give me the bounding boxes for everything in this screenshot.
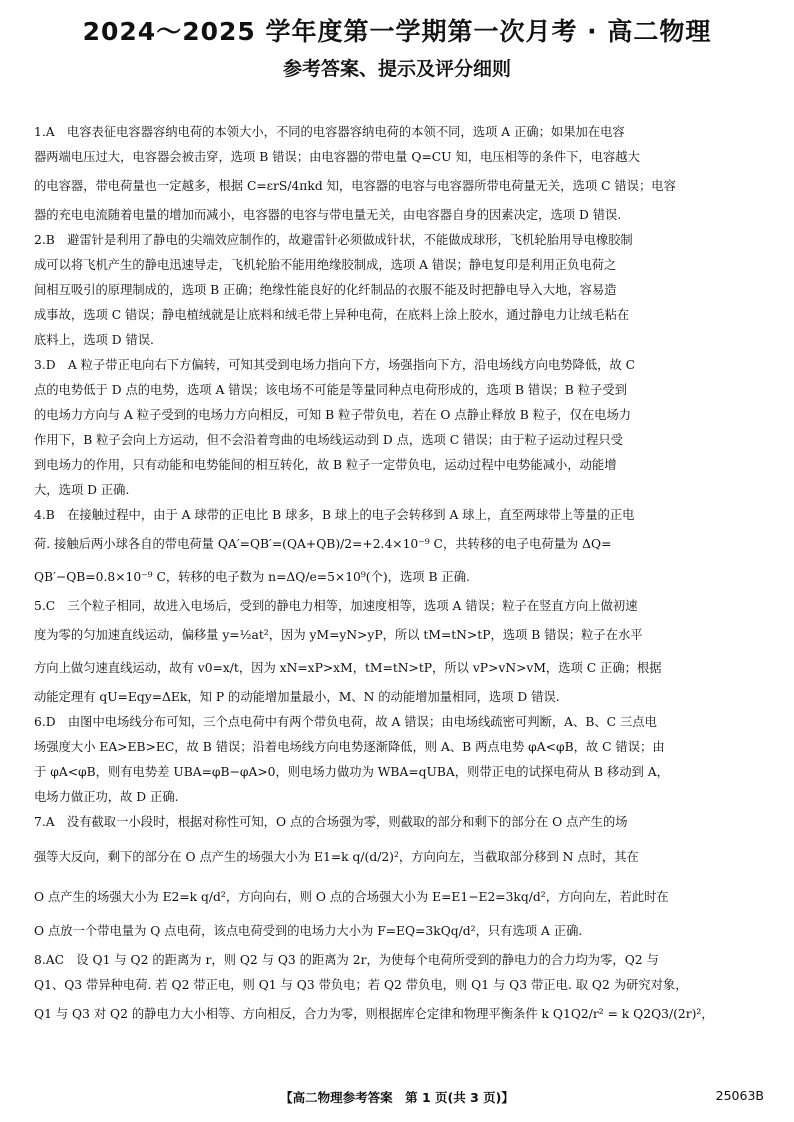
answer-line: 于 φA<φB，则有电势差 UBA=φB−φA>0，则电场力做功为 WBA=qUBA，则带正电的试探电荷从 B 移动到 A， <box>34 765 669 779</box>
answer-item-8 <box>34 948 764 1031</box>
answer-line: 场强度大小 EA>EB>EC，故 B 错误；沿着电场线方向电势逐渐降低，则 A、B 两点电势 φA<φB，故 C 错误；由 <box>34 740 665 754</box>
answer-line: 点的电势低于 D 点的电势，选项 A 错误；该电场不可能是等量同种点电荷形成的，选项 B 错误；B 粒子受到 <box>34 383 627 397</box>
answer-line: 6.D 由图中电场线分布可知，三个点电荷中有两个带负电荷，故 A 错误；由电场线疏密可判断，A、B、C 三点电 <box>34 715 657 729</box>
answer-line: 到电场力的作用，只有动能和电势能间的相互转化，故 B 粒子一定带负电，运动过程中电势能减小，动能增 <box>34 458 617 472</box>
answer-line: 大，选项 D 正确. <box>34 483 130 497</box>
answer-line: Q1、Q3 带异种电荷. 若 Q2 带正电，则 Q1 与 Q3 带负电；若 Q2 带负电，则 Q1 与 Q3 带正电. 取 Q2 为研究对象， <box>34 978 688 992</box>
page-footer: 【高二物理参考答案 第 1 页(共 3 页)】 <box>280 1090 514 1105</box>
answer-line: 2.B 避雷针是利用了静电的尖端效应制作的，故避雷针必须做成针状，不能做成球形，飞机轮胎用导电橡胶制 <box>34 233 633 247</box>
answer-line: 器两端电压过大，电容器会被击穿，选项 B 错误；由电容器的带电量 Q=CU 知，电压相等的条件下，电容越大 <box>34 150 640 164</box>
answer-line: 间相互吸引的原理制成的，选项 B 正确；绝缘性能良好的化纤制品的衣服不能及时把静电导入大地，容易造 <box>34 283 617 297</box>
answer-line: 底料上，选项 D 错误. <box>34 333 154 347</box>
answer-line: QB′−QB=0.8×10⁻⁹ C，转移的电子数为 n=ΔQ/e=5×10⁹(个)，选项 B 正确. <box>34 570 470 584</box>
page-title: 2024～2025 学年度第一学期第一次月考 · 高二物理 <box>82 17 712 46</box>
answer-item-2 <box>34 228 764 353</box>
answer-item-3 <box>34 353 764 503</box>
answer-item-5 <box>34 594 764 710</box>
answer-line: Q1 与 Q3 对 Q2 的静电力大小相等、方向相反，合力为零，则根据库仑定律和物理平衡条件 k Q1Q2/r² = k Q2Q3/(2r)²， <box>34 1007 714 1021</box>
answer-line: 8.AC 设 Q1 与 Q2 的距离为 r，则 Q2 与 Q3 的距离为 2r，为使每个电荷所受到的静电力的合力均为零，Q2 与 <box>34 953 659 967</box>
answer-line: 器的充电电流随着电量的增加而减小，电容器的电容与带电量无关，由电容器自身的因素决定，选项 D 错误. <box>34 208 622 222</box>
answer-item-7 <box>34 810 764 948</box>
answer-line: 动能定理有 qU=Eqy=ΔEk，知 P 的动能增加量最小，M、N 的动能增加量相同，选项 D 错误. <box>34 690 560 704</box>
answer-line: O 点放一个带电量为 Q 点电荷，该点电荷受到的电场力大小为 F=EQ=3kQq/d²，只有选项 A 正确. <box>34 924 583 938</box>
page-subtitle: 参考答案、提示及评分细则 <box>282 58 511 80</box>
document-code: 25063B <box>715 1088 764 1103</box>
answer-line: 的电容器，带电荷量也一定越多，根据 C=εrS/4πkd 知，电容器的电容与电容器所带电荷量无关，选项 C 错误；电容 <box>34 179 676 193</box>
answer-item-1 <box>34 120 764 228</box>
answer-line: 作用下，B 粒子会向上方运动，但不会沿着弯曲的电场线运动到 D 点，选项 C 错误；由于粒子运动过程只受 <box>34 433 623 447</box>
answer-line: 1.A 电容表征电容器容纳电荷的本领大小，不同的电容器容纳电荷的本领不同，选项 A 正确；如果加在电容 <box>34 125 625 139</box>
answer-line: 度为零的匀加速直线运动，偏移量 y=½at²，因为 yM=yN>yP，所以 tM=tN>tP，选项 B 错误；粒子在水平 <box>34 628 643 642</box>
answer-line: O 点产生的场强大小为 E2=k q/d²，方向向右，则 O 点的合场强大小为 E=E1−E2=3kq/d²，方向向左，若此时在 <box>34 890 669 904</box>
answer-line: 荷. 接触后两小球各自的带电荷量 QA′=QB′=(QA+QB)/2=+2.4×10⁻⁹ C，共转移的电子电荷量为 ΔQ= <box>34 537 612 551</box>
answer-item-6 <box>34 710 764 810</box>
answer-line: 4.B 在接触过程中，由于 A 球带的正电比 B 球多，B 球上的电子会转移到 A 球上，直至两球带上等量的正电 <box>34 508 635 522</box>
answer-line: 5.C 三个粒子相同，故进入电场后，受到的静电力相等，加速度相等，选项 A 错误；粒子在竖直方向上做初速 <box>34 599 638 613</box>
answer-item-4 <box>34 503 764 594</box>
answer-line: 电场力做正功，故 D 正确. <box>34 790 179 804</box>
answer-line: 3.D A 粒子带正电向右下方偏转，可知其受到电场力指向下方，场强指向下方，沿电场线方向电势降低，故 C <box>34 358 636 372</box>
answer-line: 成事故，选项 C 错误；静电植绒就是让底料和绒毛带上异种电荷，在底料上涂上胶水，通过静电力让绒毛粘在 <box>34 308 630 322</box>
answer-line: 7.A 没有截取一小段时，根据对称性可知，O 点的合场强为零，则截取的部分和剩下的部分在 O 点产生的场 <box>34 815 628 829</box>
answer-line: 的电场力方向与 A 粒子受到的电场力方向相反，可知 B 粒子带负电，若在 O 点静止释放 B 粒子，仅在电场力 <box>34 408 632 422</box>
answer-line: 方向上做匀速直线运动，故有 v0=x/t，因为 xN=xP>xM，tM=tN>tP，所以 vP>vN>vM，选项 C 正确；根据 <box>34 661 662 675</box>
answer-line: 强等大反向，剩下的部分在 O 点产生的场强大小为 E1=k q/(d/2)²，方向向左，当截取部分移到 N 点时，其在 <box>34 850 639 864</box>
answers-body <box>34 120 764 1031</box>
answer-line: 成可以将飞机产生的静电迅速导走，飞机轮胎不能用绝缘胶制成，选项 A 错误；静电复印是利用正负电荷之 <box>34 258 617 272</box>
